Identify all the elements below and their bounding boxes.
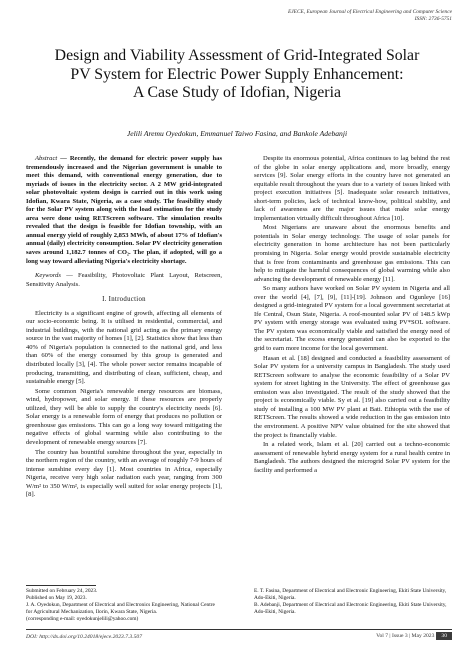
footnote-email: (corresponding e-mail: oyedokunjelili@yahoo.com) bbox=[26, 616, 139, 623]
abstract-lead: Abstract bbox=[35, 155, 58, 162]
page-number: 30 bbox=[436, 632, 452, 640]
footer-volume: Vol 7 | Issue 3 | May 2023 bbox=[376, 633, 435, 639]
paper-title bbox=[30, 47, 444, 103]
journal-name: EJECE, European Journal of Electrical Engineering and Computer Science bbox=[287, 9, 452, 15]
right-column bbox=[254, 155, 450, 476]
footnotes-right bbox=[254, 588, 450, 616]
title-line-1: Design and Viability Assessment of Grid-Integrated Solar bbox=[54, 47, 420, 64]
footer-divider bbox=[26, 629, 452, 630]
journal-header bbox=[288, 9, 452, 23]
right-paragraph: Hasan et al. [18] designed and conducted a feasibility assessment of Solar PV system for a university campus in Bangladesh. The study used RETScreen software to analyse the economic feasibility of a Solar PV system for street lighting in the University. The effect of greenhouse gas emission was also investigated. The result of the study showed that the project is economically viable. Sy et al. [19] also carried out a feasibility study of installing a 100 MW PV plant at Bati. Ethiopia with the use of RETScreen. The results showed a wide reduction in the gas emission into the environment. A positive NPV value obtained for the site showed that the project is financially viable. bbox=[254, 354, 450, 439]
title-line-2: PV System for Electric Power Supply Enhancement: bbox=[70, 65, 404, 83]
keywords-lead: Keywords bbox=[35, 272, 61, 280]
left-paragraph: Some common Nigeria's renewable energy resources are biomass, wind, hydropower, and solar energy. If these resources are properly utilized, they will be able to supply the country's electricity needs [6]. Solar energy is a renewable form of energy that produces no pollution or greenhouse gas emissions. This can go a long way toward mitigating the negative effects of global warming while also contributing to the development of renewable energy sources [7]. bbox=[26, 387, 222, 446]
footnote-submitted: Submitted on February 24, 2023. bbox=[26, 588, 98, 594]
keywords-text: — Feasibility, Photovoltaic Plant Layout, Retscreen, Sensitivity Analysis. bbox=[26, 272, 222, 288]
right-paragraph: So many authors have worked on Solar PV system in Nigeria and all over the world [4], [7], [9], [11]-[19]. Johnson and Ogunleye [16] designed a grid-integrated PV system for a local government secretariat at Ife Central, Osun State, Nigeria. A roof-mounted solar PV of 148.5 kWp PV system with energy storage was evaluated using PV*SOL software. The PV system was economically viable and satisfied the energy need of the secretariat. The excess energy generated can also be exported to the grid to earn more income for the local government. bbox=[254, 285, 450, 353]
footer-meta bbox=[376, 632, 452, 640]
right-paragraph: Most Nigerians are unaware about the enormous benefits and potentials in Solar energy technology. The usage of solar panels for electricity generation in home architecture has not been particularly promising in Nigeria. Solar energy would provide sustainable electricity that is free from contaminants and greenhouse gas emissions. This can help to mitigate the harmful consequences of global warming while also advancing the development of renewable energy [11]. bbox=[254, 224, 450, 283]
left-column bbox=[26, 155, 222, 501]
footnotes-left bbox=[26, 588, 222, 623]
title-line-3: A Case Study of Idofian, Nigeria bbox=[133, 84, 341, 101]
left-paragraph: The country has bountiful sunshine throughout the year, especially in the northern region of the country, with an average of roughly 7-9 hours of intense sunshine every day [1]. Most countries in Africa, especially Nigeria, receive very high solar radiation each year, ranging from 300 W/m² to 350 W/m², is especially well suited for solar energy projects [1], [8]. bbox=[26, 448, 222, 499]
author-list: Jelili Aremu Oyedokun, Emmanuel Taiwo Fasina, and Bankole Adebanji bbox=[126, 129, 348, 138]
keywords bbox=[26, 272, 222, 289]
footnote-author-2: E. T. Fasina, Department of Electrical and Electronic Engineering, Ekiti State University, Ado-Ekiti, Nigeria. bbox=[254, 588, 447, 602]
footer-doi[interactable]: DOI: http://dx.doi.org/10.24018/ejece.2023.7.3.507 bbox=[26, 634, 142, 640]
journal-issn: ISSN: 2736-5751 bbox=[414, 16, 452, 22]
abstract-text: — Recently, the demand for electric power supply has tremendously increased and the Nigerian government is unable to meet this demand, with conventional energy generation, due to myriads of issues in the electricity sector. A 2 MW grid-integrated solar photovoltaic system design is carried out in this work using Idofian, Kwara State, Nigeria, as a case study. The feasibility study for the Solar PV system along with the load estimation for the study area were done using RETScreen software. The simulation results revealed that the design is feasible for Idofian township, with an annual energy yield of roughly 2,853 MWh, of about 17% of Idofian's annual (daily) electricity consumption. Solar PV electricity generation saves around 1,182.7 tonnes of CO₂. The plan, if adopted, will go a long way toward alleviating Nigeria's electricity shortage. bbox=[26, 155, 222, 265]
footnote-author-3: B. Adebanji, Department of Electrical and Electronic Engineering, Ekiti State University, Ado-Ekiti, Nigeria. bbox=[254, 602, 447, 616]
left-paragraph: Electricity is a significant engine of growth, affecting all elements of our socio-economic being. It is utilised in residential, commercial, and industrial buildings, with the national grid acting as the primary energy source in the vast majority of homes [1], [2]. Statistics show that less than 40% of Nigeria's population is connected to the national grid, and less than 60% of the energy consumed by this group is generated and distributed locally [3], [4]. The whole power sector remains incapable of producing, transmitting, and distributing of clean, sufficient, cheap, and sustainable energy [5]. bbox=[26, 309, 222, 386]
section-heading-introduction: I. Introduction bbox=[102, 296, 146, 304]
footnote-published: Published on May 19, 2023. bbox=[26, 595, 87, 602]
footnote-divider bbox=[26, 585, 96, 586]
footnote-author-1: J. A. Oyedokun, Department of Electrical and Electronics Engineering, National Centre for Agricultural Mechanization, Ilorin, Kwara State, Nigeria. bbox=[26, 602, 215, 616]
right-paragraph: In a related work, Islam et al. [20] carried out a techno-economic assessment of renewable hybrid energy system for a rural health centre in Bangladesh. The authors designed the microgrid Solar PV system for the facility and performed a bbox=[254, 441, 450, 474]
abstract bbox=[26, 155, 222, 266]
right-paragraph: Despite its enormous potential, Africa continues to lag behind the rest of the globe in solar energy applications and, more broadly, energy services [9]. Solar energy efforts in the country have not generated an equitable result throughout the years due to a variety of issues linked with project execution initiatives [5]. Inadequate solar research initiatives, short-term policies, lack of technical know-how, political stability, and lack of awareness are the major issues that make solar energy implementation virtually difficult throughout Africa [10]. bbox=[254, 155, 450, 222]
